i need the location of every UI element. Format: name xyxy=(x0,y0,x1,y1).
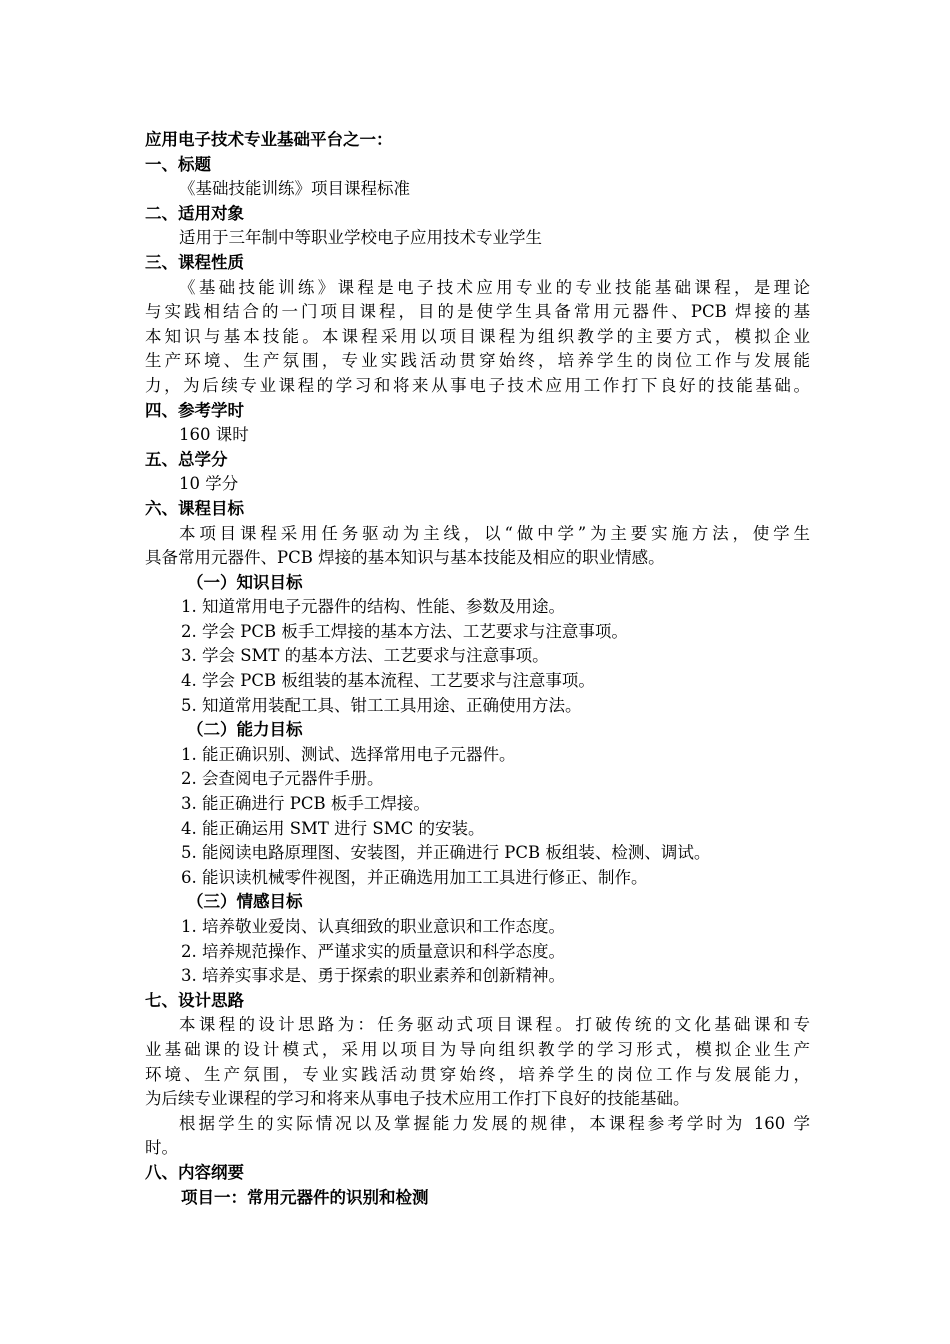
list-item: 6. 能识读机械零件视图，并正确选用加工工具进行修正、制作。 xyxy=(181,867,648,887)
list-item: 5. 能阅读电路原理图、安装图，并正确进行 PCB 板组装、检测、调试。 xyxy=(181,843,711,863)
paragraph-line: 与实践相结合的一门项目课程，目的是使学生具备常用元器件、PCB 焊接的基 xyxy=(145,302,810,322)
section-text: 适用于三年制中等职业学校电子应用技术专业学生 xyxy=(179,228,542,248)
section-heading-hours: 四、参考学时 xyxy=(145,400,244,420)
paragraph-line: 为后续专业课程的学习和将来从事电子技术应用工作打下良好的技能基础。 xyxy=(145,1089,690,1109)
list-item: 3. 学会 SMT 的基本方法、工艺要求与注意事项。 xyxy=(181,646,549,666)
paragraph-line: 《基础技能训练》课程是电子技术应用专业的专业技能基础课程，是理论 xyxy=(179,277,810,297)
paragraph-line: 根据学生的实际情况以及掌握能力发展的规律，本课程参考学时为 160 学 xyxy=(179,1113,810,1133)
list-item: 2. 学会 PCB 板手工焊接的基本方法、工艺要求与注意事项。 xyxy=(181,621,628,641)
section-text: 160 课时 xyxy=(179,425,249,445)
list-item: 2. 会查阅电子元器件手册。 xyxy=(181,769,384,789)
section-heading-target: 二、适用对象 xyxy=(145,203,244,223)
paragraph-line: 环境、生产氛围，专业实践活动贯穿始终，培养学生的岗位工作与发展能力， xyxy=(145,1064,810,1084)
paragraph-line: 本知识与基本技能。本课程采用以项目课程为组织教学的主要方式，模拟企业 xyxy=(145,326,810,346)
subheading-emotion: （三）情感目标 xyxy=(187,892,303,912)
paragraph-line: 时。 xyxy=(145,1138,178,1158)
section-heading-outline: 八、内容纲要 xyxy=(145,1162,244,1182)
section-heading-nature: 三、课程性质 xyxy=(145,252,244,272)
project-heading: 项目一：常用元器件的识别和检测 xyxy=(181,1187,429,1207)
paragraph-line: 本项目课程采用任务驱动为主线，以“做中学”为主要实施方法，使学生 xyxy=(179,523,810,543)
paragraph-line: 力，为后续专业课程的学习和将来从事电子技术应用工作打下良好的技能基础。 xyxy=(145,375,810,395)
section-text: 10 学分 xyxy=(179,474,239,494)
section-heading-goals: 六、课程目标 xyxy=(145,498,244,518)
list-item: 4. 能正确运用 SMT 进行 SMC 的安装。 xyxy=(181,818,485,838)
paragraph-line: 生产环境、生产氛围，专业实践活动贯穿始终，培养学生的岗位工作与发展能 xyxy=(145,351,810,371)
list-item: 3. 能正确进行 PCB 板手工焊接。 xyxy=(181,794,430,814)
list-item: 1. 能正确识别、测试、选择常用电子元器件。 xyxy=(181,744,516,764)
list-item: 3. 培养实事求是、勇于探索的职业素养和创新精神。 xyxy=(181,966,565,986)
paragraph-line: 具备常用元器件、PCB 焊接的基本知识与基本技能及相应的职业情感。 xyxy=(145,548,665,568)
section-text: 《基础技能训练》项目课程标准 xyxy=(179,179,410,199)
list-item: 4. 学会 PCB 板组装的基本流程、工艺要求与注意事项。 xyxy=(181,671,595,691)
document-body xyxy=(145,128,810,1210)
paragraph-line: 本课程的设计思路为：任务驱动式项目课程。打破传统的文化基础课和专 xyxy=(179,1015,810,1035)
section-heading-title: 一、标题 xyxy=(145,154,211,174)
list-item: 1. 知道常用电子元器件的结构、性能、参数及用途。 xyxy=(181,597,565,617)
list-item: 5. 知道常用装配工具、钳工工具用途、正确使用方法。 xyxy=(181,695,582,715)
paragraph-line: 业基础课的设计模式，采用以项目为导向组织教学的学习形式，模拟企业生产 xyxy=(145,1039,810,1059)
section-heading-credits: 五、总学分 xyxy=(145,449,228,469)
document-title: 应用电子技术专业基础平台之一： xyxy=(145,130,393,149)
section-heading-design: 七、设计思路 xyxy=(145,990,244,1010)
subheading-knowledge: （一）知识目标 xyxy=(187,572,303,592)
list-item: 2. 培养规范操作、严谨求实的质量意识和科学态度。 xyxy=(181,941,565,961)
list-item: 1. 培养敬业爱岗、认真细致的职业意识和工作态度。 xyxy=(181,917,565,936)
subheading-ability: （二）能力目标 xyxy=(187,720,303,740)
